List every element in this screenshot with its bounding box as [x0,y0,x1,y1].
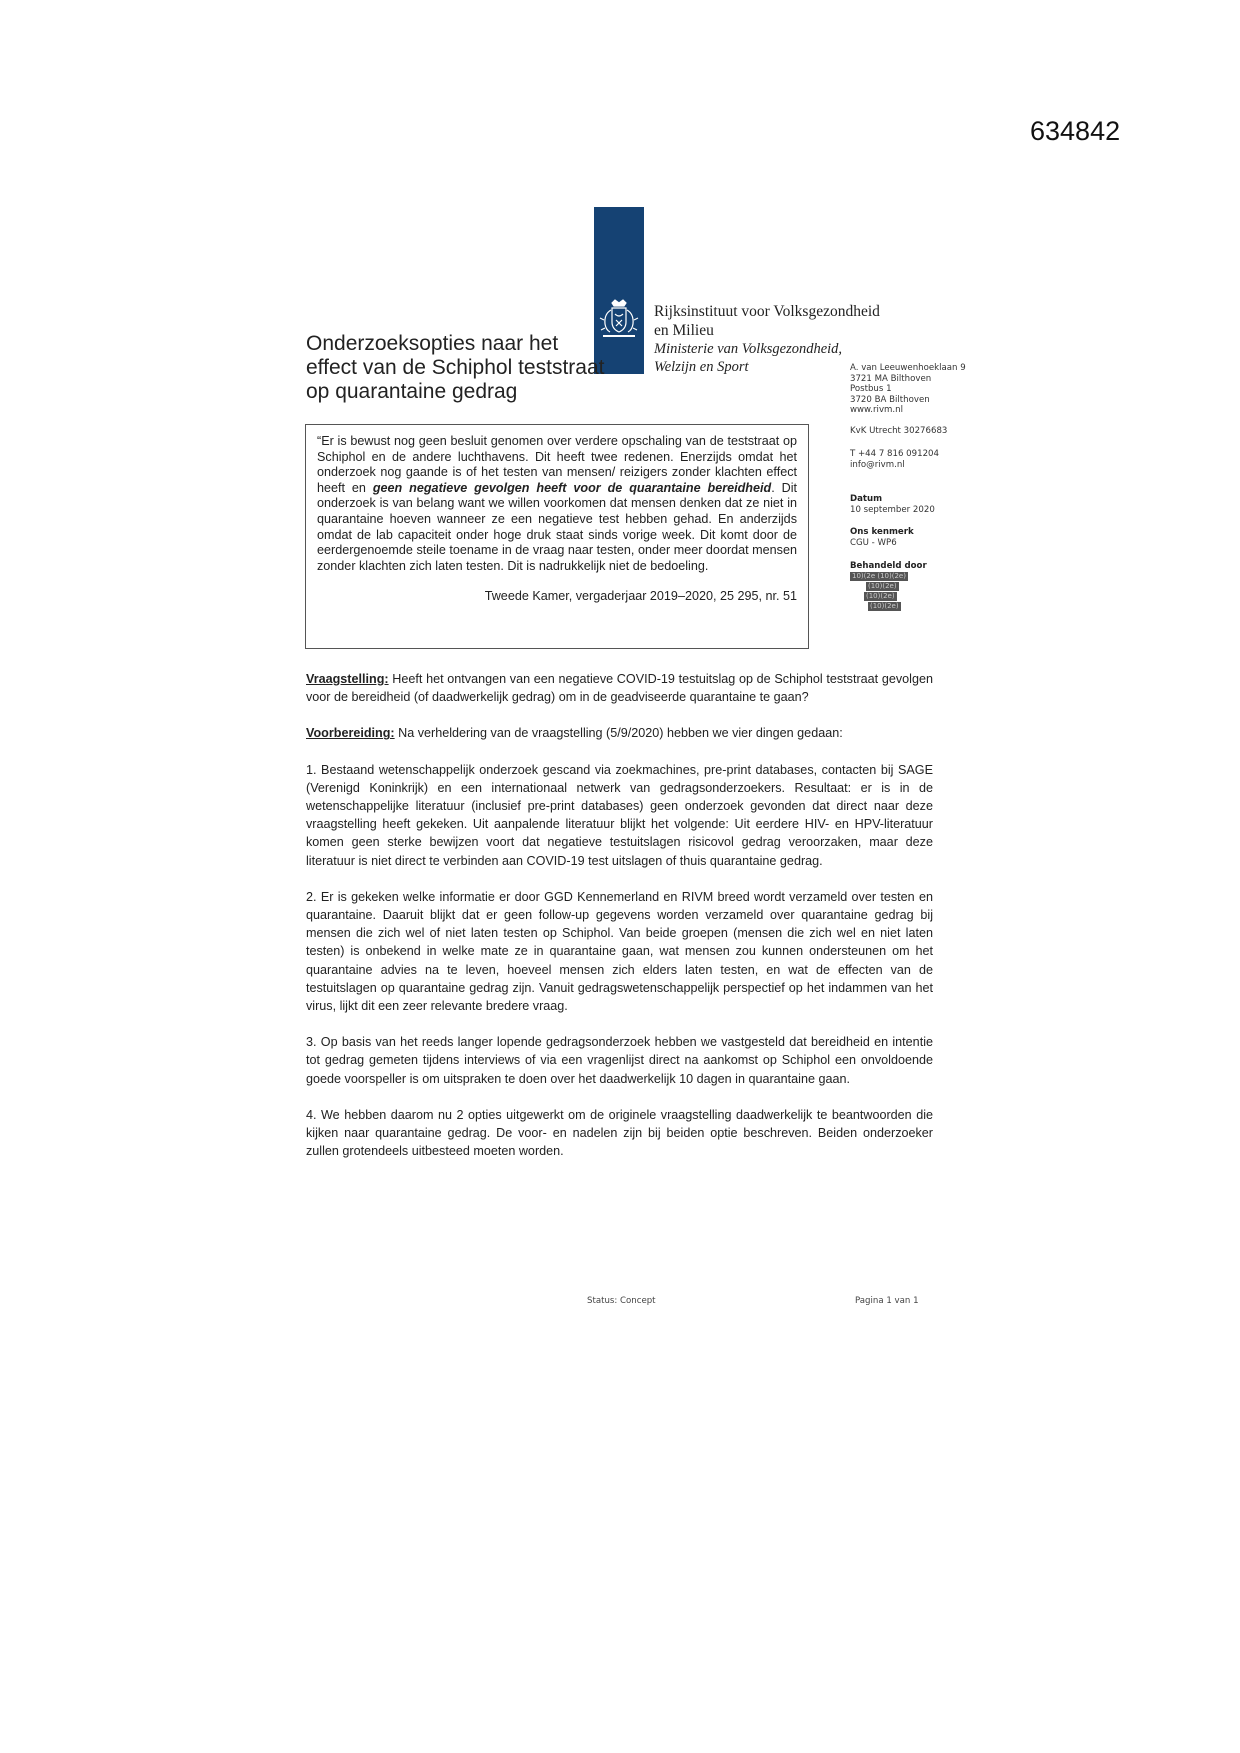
redaction: (10)(2e) [870,601,899,610]
quote-part-2: . Dit onderzoek is van belang want we willen voorkomen dat mensen denken dat ze niet in quarantaine hoeven wanneer ze een negatieve test hebben gehad. En anderzijds omdat de lab capaciteit onder hoge druk staat sinds vorige week. Dit komt door de eerdergenoemde steile toename in de vraag naar testen, onder meer doordat mensen zonder klachten zich laten testen. Dit is nadrukkelijk niet de bedoeling. [317,480,797,573]
quote-source: Tweede Kamer, vergaderjaar 2019–2020, 25 295, nr. 51 [484,589,797,604]
redaction-block [850,572,922,614]
footer-status: Status: Concept [587,1296,656,1306]
question-paragraph [306,670,933,706]
footer-page-number: Pagina 1 van 1 [855,1296,919,1306]
reference-label: Ons kenmerk [850,527,914,537]
sidebar-date [850,494,935,515]
organization-name [654,302,880,376]
paragraph-1: 1. Bestaand wetenschappelijk onderzoek gescand via zoekmachines, pre-print databases, contacten bij SAGE (Verenigd Koninkrijk) en een internationaal netwerk van gedragsonderzoekers. Resultaat: er is in de wetenschappelijke literatuur (inclusief pre-print databases) geen onderzoek gevonden dat direct naar deze vraagstelling heeft gekeken. Uit aanpalende literatuur blijkt het volgende: Uit eerdere HIV- en HPV-literatuur komen geen sterke bewijzen voort dat negatieve testuitslagen risicovol gedrag veroorzaken, maar deze literatuur is niet direct te verbinden aan COVID-19 test uitslagen of thuis quarantaine gedrag. [306,762,933,868]
preparation-label: Voorbereiding: [306,726,395,741]
address-line-2: 3721 MA Bilthoven [850,373,932,384]
organization-line-2: en Milieu [654,322,714,339]
title-line-1: Onderzoeksopties naar het [306,332,559,355]
document-body [306,670,933,1178]
sidebar-kvk: KvK Utrecht 30276683 [850,426,948,436]
ministry-line-2: Welzijn en Sport [654,359,749,375]
reference-value: CGU - WP6 [850,537,897,548]
paragraph-3: 3. Op basis van het reeds langer lopende gedragsonderzoek hebben we vastgesteld dat bereidheid en intentie tot gedrag gemeten tijdens interviews of via een vragenlijst direct na aankomst op Schiphol een onvoldoende goede voorspeller is om uitspraken te doen over het daadwerkelijk 10 dagen in quarantaine gaan. [306,1035,933,1086]
quote-box [305,424,809,649]
sidebar-handled-by [850,561,927,614]
paragraph-4: 4. We hebben daarom nu 2 opties uitgewerkt om de originele vraagstelling daadwerkelijk te beantwoorden die kijken naar quarantaine gedrag. De voor- en nadelen zijn bij beiden optie beschreven. Beiden onderzoeker zullen grotendeels uitbesteed moeten worden. [306,1107,933,1159]
quote-emphasis: geen negatieve gevolgen heeft voor de quarantaine bereidheid [372,480,772,495]
title-line-2: effect van de Schiphol teststraat [306,356,605,379]
question-label: Vraagstelling: [306,672,389,686]
document-number: 634842 [1030,116,1121,146]
preparation-paragraph [306,724,933,742]
handled-by-label: Behandeld door [850,561,927,571]
title-line-3: op quarantaine gedrag [306,380,518,403]
organization-line-1: Rijksinstituut voor Volksgezondheid [654,303,880,320]
address-line-1: A. van Leeuwenhoeklaan 9 [850,363,966,373]
address-line-3: Postbus 1 [850,384,892,395]
ministry-line-1: Ministerie van Volksgezondheid, [654,341,843,357]
sidebar-address [850,363,966,416]
website: www.rivm.nl [850,405,903,416]
address-line-4: 3720 BA Bilthoven [850,394,930,405]
sidebar-reference [850,527,914,548]
quote-part-1: “Er is bewust nog geen besluit genomen over verdere opschaling van de teststraat op Schiphol en de andere luchthavens. Dit heeft twee redenen. Enerzijds omdat het onderzoek nog gaande is of het testen van mensen/ reizigers zonder klachten effect heeft en [317,434,797,495]
preparation-text: Na verheldering van de vraagstelling (5/9/2020) hebben we vier dingen gedaan: [394,726,843,741]
redaction: 10)(2e (10)(2e) [852,571,906,580]
quote-text [317,434,797,574]
phone-number: T +44 7 816 091204 [850,449,939,459]
sidebar-contact [850,449,939,470]
document-title [306,332,604,404]
paragraph-2: 2. Er is gekeken welke informatie er door GGD Kennemerland en RIVM breed wordt verzameld over testen en quarantaine. Daaruit blijkt dat er geen follow-up gegevens worden verzameld over quarantaine gedrag bij mensen die zich wel of niet laten testen op Schiphol. Van beide groepen (mensen die zich wel en niet laten testen) is onbekend in welke mate ze in quarantaine gaan, wat mensen zou kunnen ondersteunen om het quarantaine advies na te leven, hoeveel mensen zich elders laten testen, en wat de effecten van de testuitslagen op quarantaine gedrag zijn. Vanuit gedragswetenschappelijk perspectief op het indammen van het virus, lijkt dit een zeer relevante bredere vraag. [306,889,933,1014]
redaction: (10)(2e) [866,591,895,600]
date-label: Datum [850,494,883,504]
redaction: (10)(2e) [868,581,897,590]
question-text: Heeft het ontvangen van een negatieve COVID-19 testuitslag op de Schiphol teststraat gevolgen voor de bereidheid (of daadwerkelijk gedrag) om in de geadviseerde quarantaine te gaan? [306,672,933,705]
date-value: 10 september 2020 [850,504,935,515]
email-address: info@rivm.nl [850,459,905,470]
